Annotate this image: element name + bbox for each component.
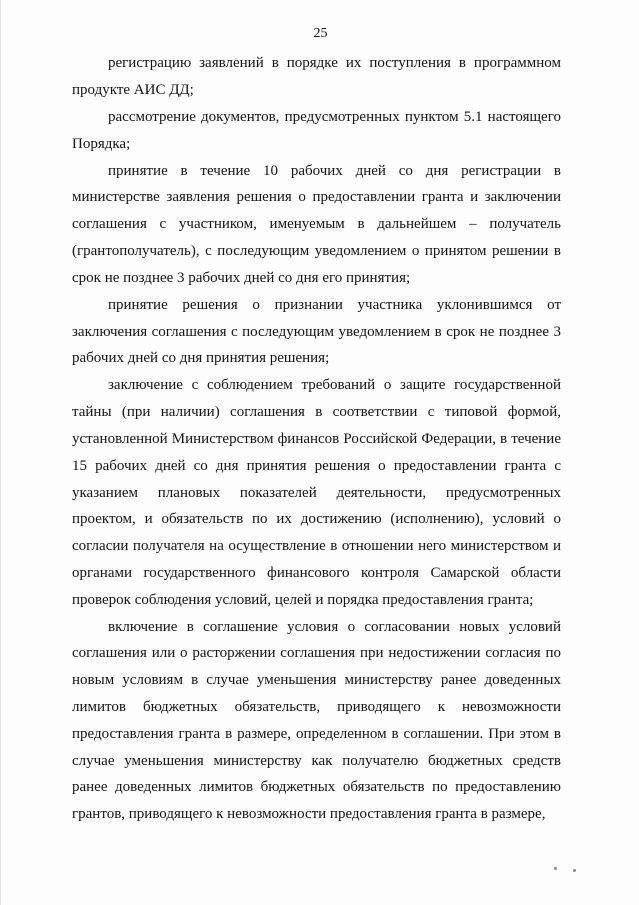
- scan-speck: [554, 867, 557, 870]
- document-body: [72, 50, 561, 828]
- scan-speck: [573, 869, 576, 872]
- paragraph-evasion-decision: принятие решения о признании участника уклонившимся от заключения соглашения с последующим уведомлением в срок не позднее 3 рабочих дней со дня принятия решения;: [72, 296, 561, 367]
- paragraph-registration: регистрацию заявлений в порядке их поступления в программном продукте АИС ДД;: [72, 55, 561, 98]
- page-number: 25: [313, 26, 328, 41]
- paragraph-agreement-conclusion: заключение с соблюдением требований о защите государственной тайны (при наличии) соглашения в соответствии с типовой формой, установленной Министерством финансов Российской Федерации, в течение 15 рабочих дней со дня принятия решения о предоставлении гранта с указанием плановых показателей деятельности, предусмотренных проектом, и обязательств по их достижению (исполнению), условий о согласии получателя на осуществление в отношении него министерством и органами государственного финансового контроля Самарской области проверок соблюдения условий, целей и порядка предоставления гранта;: [72, 377, 561, 608]
- paragraph-review: рассмотрение документов, предусмотренных пунктом 5.1 настоящего Порядка;: [72, 108, 561, 152]
- paragraph-agreement-conditions: включение в соглашение условия о согласовании новых условий соглашения или о расторжении соглашения при недостижении согласия по новым условиям в случае уменьшения министерству ранее доведенных лимитов бюджетных обязательств, приводящего к невозможности предоставления гранта в размере, определенном в соглашении. При этом в случае уменьшения министерству как получателю бюджетных средств ранее доведенных лимитов бюджетных обязательств по предоставлению грантов, приводящего к невозможности предоставления гранта в размере,: [72, 618, 561, 823]
- paragraph-grant-decision: принятие в течение 10 рабочих дней со дня регистрации в министерстве заявления решения о предоставлении гранта и заключении соглашения с участником, именуемым в дальнейшем – получатель (грантополучатель), с последующим уведомлением о принятом решении в срок не позднее 3 рабочих дней со дня его принятия;: [72, 162, 561, 286]
